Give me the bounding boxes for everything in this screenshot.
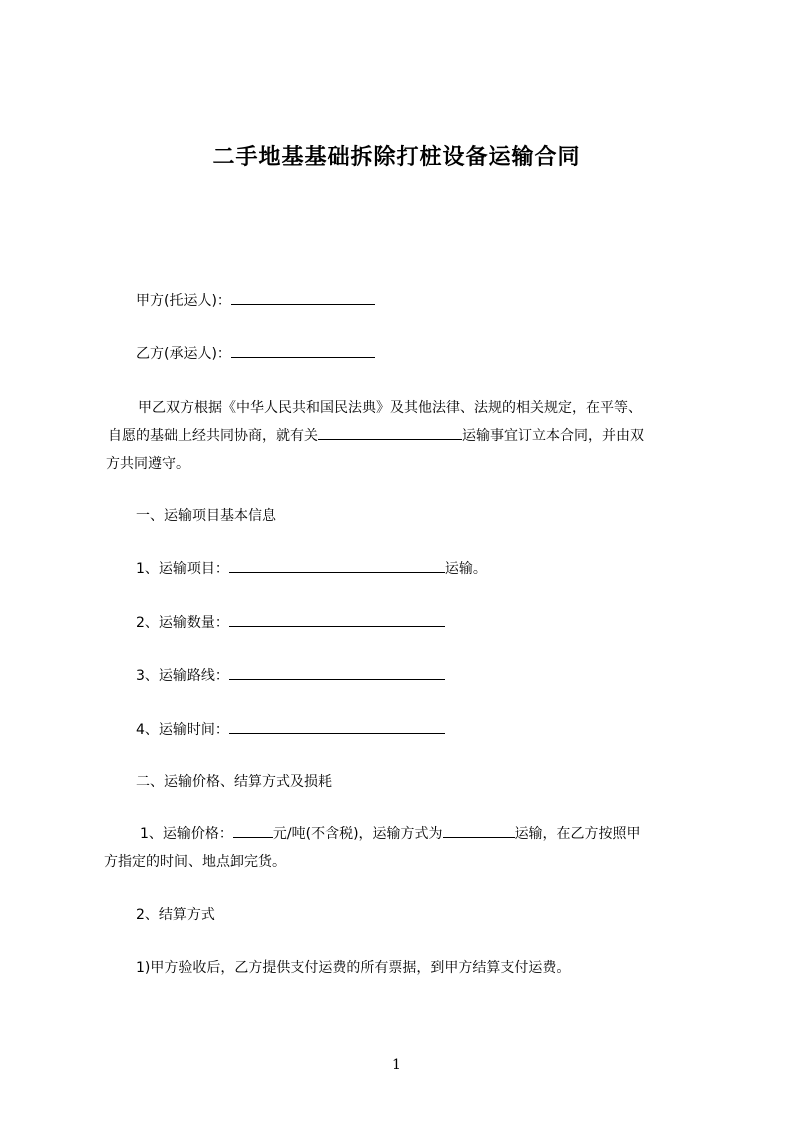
price-unit-text: 元/吨(不含税)，运输方式为 [272,826,443,842]
section-1-item-4 [136,719,445,741]
price-amount-blank[interactable] [233,823,273,838]
price-suffix: 运输，在乙方按照甲 [514,826,641,842]
transport-method-blank[interactable] [443,823,515,838]
transport-subject-blank[interactable] [318,425,462,440]
transport-item-blank[interactable] [229,558,445,573]
settlement-item-1: 1)甲方验收后，乙方提供支付运费的所有票据，到甲方结算支付运费。 [136,960,571,976]
party-a-label: 甲方(托运人)： [136,293,231,309]
price-line-2: 方指定的时间、地点卸完货。 [104,854,286,870]
intro-line-2-prefix: 自愿的基础上经共同协商，就有关 [108,428,318,444]
party-a-blank[interactable] [231,290,375,305]
party-a-line [136,290,375,312]
transport-route-label: 3、运输路线： [136,668,229,684]
section-2-heading: 二、运输价格、结算方式及损耗 [136,774,332,790]
transport-quantity-blank[interactable] [229,612,445,627]
party-b-blank[interactable] [231,343,375,358]
price-line-1 [140,823,641,845]
settlement-heading: 2、结算方式 [136,907,215,923]
intro-line-2-suffix: 运输事宜订立本合同，并由双 [462,428,644,444]
party-b-line [136,343,375,365]
section-1-item-2 [136,612,445,634]
transport-route-blank[interactable] [229,665,445,680]
transport-item-label: 1、运输项目： [136,561,229,577]
transport-time-label: 4、运输时间： [136,722,229,738]
document-title: 二手地基基础拆除打桩设备运输合同 [212,145,581,170]
transport-item-suffix: 运输。 [444,561,487,577]
transport-time-blank[interactable] [229,719,445,734]
transport-quantity-label: 2、运输数量： [136,615,229,631]
page-number: 1 [392,1057,401,1073]
price-label: 1、运输价格： [140,826,233,842]
section-1-item-3 [136,665,445,687]
section-1-heading: 一、运输项目基本信息 [136,508,276,524]
section-1-item-1 [136,558,487,580]
intro-line-3: 方共同遵守。 [106,456,190,472]
party-b-label: 乙方(承运人)： [136,346,231,362]
intro-line-2 [108,425,644,447]
intro-line-1: 甲乙双方根据《中华人民共和国民法典》及其他法律、法规的相关规定，在平等、 [138,400,642,416]
